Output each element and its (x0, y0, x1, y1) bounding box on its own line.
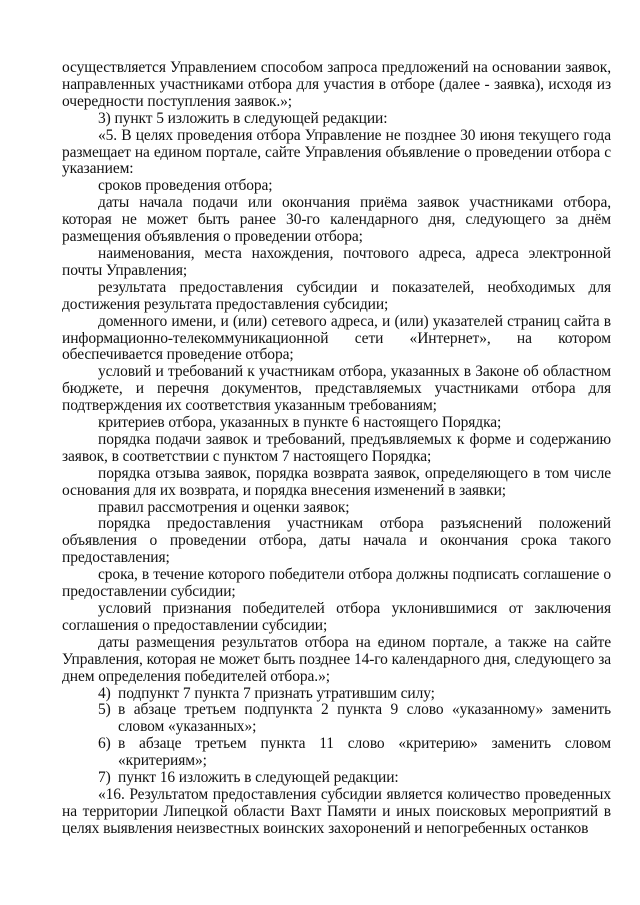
paragraph: условий признания победителей отбора уклонившимися от заключения соглашения о предоставлении субсидии; (62, 600, 611, 634)
paragraph: осуществляется Управлением способом запроса предложений на основании заявок, направленных участниками отбора для участия в отборе (далее - заявка), исходя из очередности поступления заявок.»; (62, 59, 611, 110)
paragraph: «5. В целях проведения отбора Управление не позднее 30 июня текущего года размещает на едином портале, сайте Управления объявление о проведении отбора с указанием: (62, 126, 611, 178)
list-item (62, 736, 611, 770)
document-body (62, 60, 611, 838)
list-item-number: 6) (98, 735, 111, 753)
paragraph: даты размещения результатов отбора на едином портале, а также на сайте Управления, которая не может быть позднее 14-го календарного дня, следующего за днем определения победителей отбора.»; (62, 633, 611, 685)
paragraph: 3) пункт 5 изложить в следующей редакции: (98, 109, 388, 127)
paragraph: порядка отзыва заявок, порядка возврата заявок, определяющего в том числе основания для их возврата, и порядка внесения изменений в заявки; (62, 464, 611, 499)
paragraph: критериев отбора, указанных в пункте 6 настоящего Порядка; (98, 414, 502, 432)
paragraph: даты начала подачи или окончания приёма заявок участниками отбора, которая не может быть ранее 30-го календарного дня, следующего за днём размещения объявления о проведении отбора; (62, 194, 611, 246)
paragraph: доменного имени, и (или) сетевого адреса, и (или) указателей страниц сайта в информационно-телекоммуникационной сети «Интернет», на котором обеспечивается проведение отбора; (62, 312, 611, 364)
paragraph: результата предоставления субсидии и показателей, необходимых для достижения результата предоставления субсидии; (62, 278, 611, 313)
list-item-text: пункт 16 изложить в следующей редакции: (118, 769, 399, 787)
list-item-text: подпункт 7 пункта 7 признать утратившим силу; (118, 684, 435, 702)
paragraph: условий и требований к участникам отбора, указанных в Законе об областном бюджете, и перечня документов, представляемых участниками отбора для подтверждения их соответствия указанным требованиям; (62, 363, 611, 415)
list-item-number: 5) (98, 701, 111, 719)
list-item (62, 702, 611, 736)
paragraph: порядка подачи заявок и требований, предъявляемых к форме и содержанию заявок, в соответствии с пунктом 7 настоящего Порядка; (62, 430, 611, 465)
paragraph: правил рассмотрения и оценки заявок; (98, 498, 350, 516)
list-item-text: в абзаце третьем подпункта 2 пункта 9 слово «указанному» заменить словом «указанных»; (118, 701, 611, 736)
list-item-text: в абзаце третьем пункта 11 слово «критерию» заменить словом «критериям»; (118, 735, 611, 770)
list-item-number: 4) (98, 684, 111, 702)
paragraph: срока, в течение которого победители отбора должны подписать соглашение о предоставлении субсидии; (62, 566, 611, 601)
paragraph: порядка предоставления участникам отбора разъяснений положений объявления о проведении отбора, даты начала и окончания срока такого предоставления; (62, 515, 611, 567)
list-item (62, 686, 611, 703)
list-item-number: 7) (98, 769, 111, 787)
paragraph: наименования, места нахождения, почтового адреса, адреса электронной почты Управления; (62, 244, 611, 279)
paragraph: «16. Результатом предоставления субсидии является количество проведенных на территории Липецкой области Вахт Памяти и иных поисковых мероприятий в целях выявления неизвестных воинских захоронений и непогребенных останков (62, 785, 611, 837)
list-item (62, 770, 611, 787)
paragraph: сроков проведения отбора; (98, 177, 273, 195)
